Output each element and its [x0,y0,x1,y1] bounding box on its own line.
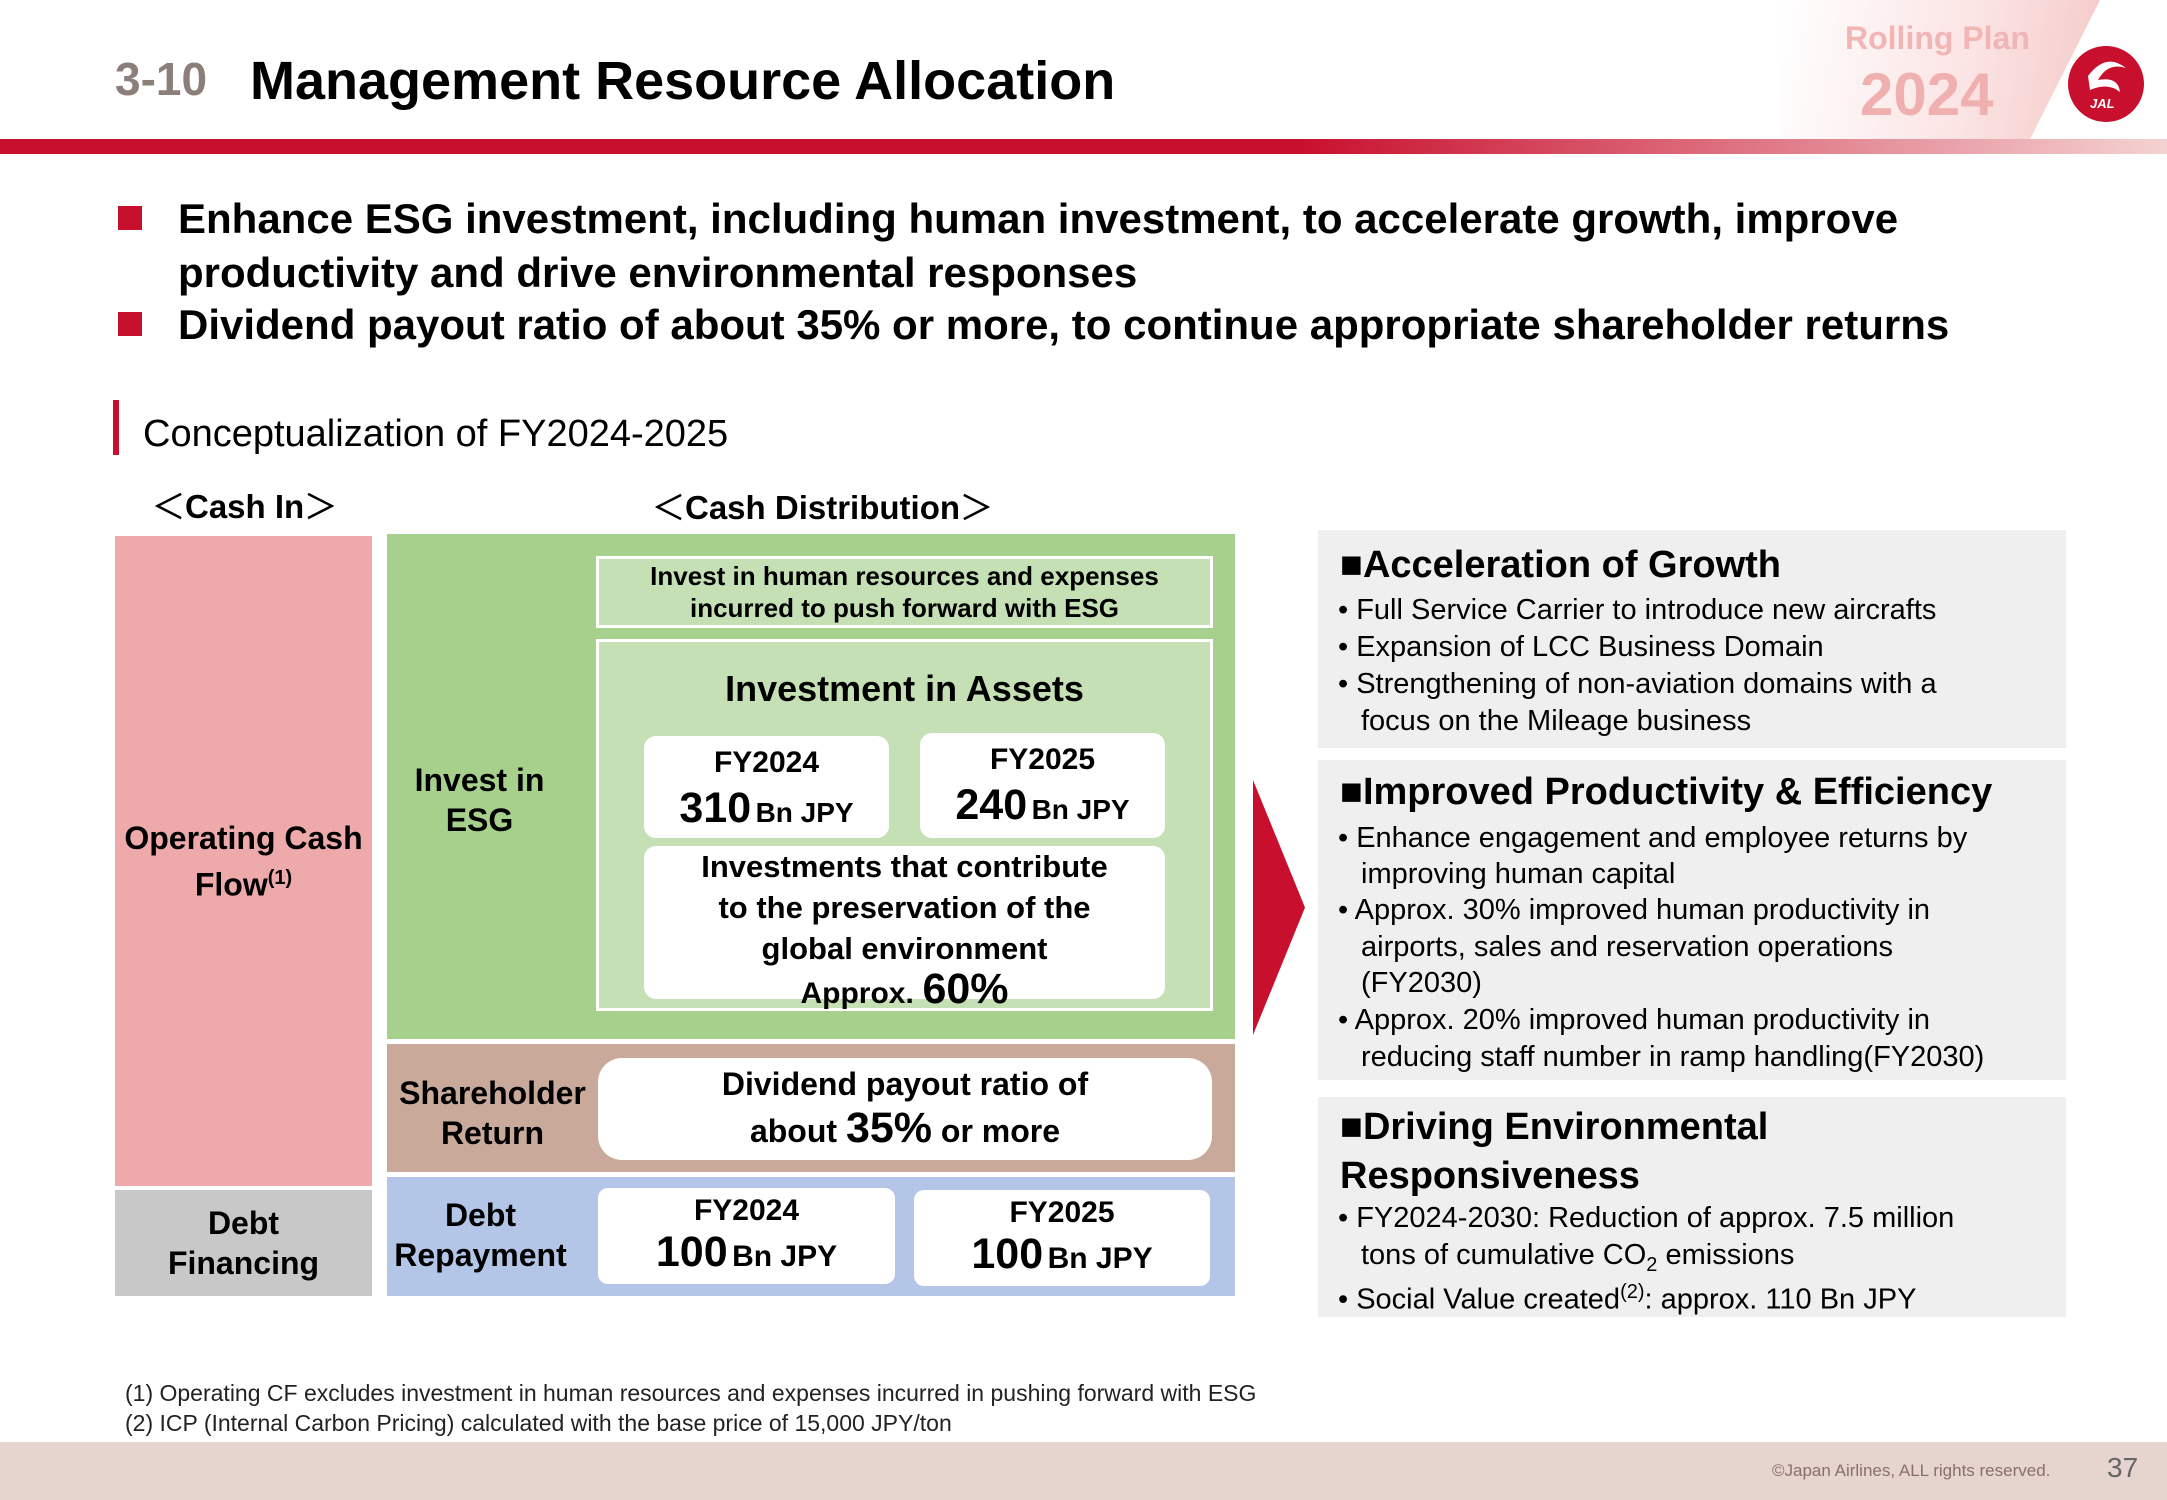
copyright-text: ©Japan Airlines, ALL rights reserved. [1772,1461,2051,1480]
shareholder-return-label [390,1070,595,1156]
dividend-about: about [749,1113,838,1149]
growth-item-3b: focus on the Mileage business [1361,705,1752,737]
assets-fy2024-label: FY2024 [713,746,820,779]
environment-item-2: • Social Value created$^{(2)}$: approx. 110 Bn JPY [1338,1281,1917,1316]
env-approx: Approx. [800,977,914,1010]
productivity-title: ■Improved Productivity & Efficiency [1340,771,1993,813]
title-underline [0,139,2167,154]
operating-cash-flow-block [115,536,372,1186]
bullet-1-line2: productivity and drive environmental responses [178,249,1138,296]
section-marker [113,400,119,455]
debt-fy2024-value: 100 [655,1228,728,1276]
productivity-item-3: • Approx. 20% improved human productivity in [1338,1004,1931,1036]
rolling-plan-label: Rolling Plan [1845,20,2030,56]
cash-in-header: ＜Cash In＞ [152,488,338,525]
growth-item-3: • Strengthening of non-aviation domains with a [1338,668,1937,700]
bullet-1-line1: Enhance ESG investment, including human investment, to accelerate growth, improve [178,195,1899,242]
productivity-item-2: • Approx. 30% improved human productivity in [1338,894,1931,926]
section-number: 3-10 [115,53,208,105]
growth-item-2: • Expansion of LCC Business Domain [1338,631,1824,663]
footnote-1: (1) Operating CF excludes investment in human resources and expenses incurred in pushing forward with ESG [125,1380,1257,1406]
page-number: 37 [2107,1452,2139,1483]
dividend-more: or more [940,1113,1061,1149]
debt-financing-line1: Debt [207,1205,280,1241]
environment-investment-box [644,846,1165,1013]
environment-item-1: • FY2024-2030: Reduction of approx. 7.5 million [1338,1202,1955,1234]
esg-label-line2: ESG [445,802,514,838]
footnote-2: (2) ICP (Internal Carbon Pricing) calculated with the base price of 15,000 JPY/ton [125,1410,952,1436]
human-resources-box [596,556,1213,628]
operating-cf-note: (1) [267,866,293,889]
human-line1: Invest in human resources and expenses [650,561,1159,591]
dividend-line1: Dividend payout ratio of [721,1066,1089,1102]
productivity-item-1: • Enhance engagement and employee returns by [1338,822,1968,854]
debt-fy2025-box [914,1190,1210,1286]
dividend-percentage: 35% [845,1104,933,1152]
debt-fy2024-label: FY2024 [693,1194,800,1227]
bullet-icon [118,206,142,230]
debt-fy2025-value: 100 [971,1230,1044,1278]
productivity-item-1b: improving human capital [1361,858,1676,890]
productivity-item-3b: reducing staff number in ramp handling(FY2030) [1361,1041,1985,1073]
sh-label-line1: Shareholder [399,1075,586,1111]
debt-financing-line2: Financing [167,1245,320,1281]
productivity-item-2c: (FY2030) [1361,967,1482,999]
operating-cf-label-line2: Flow$^{(1)}$ [194,866,293,903]
bullet-icon [118,312,142,336]
environment-item-1b: tons of cumulative $CO_2$ emissions [1361,1239,1795,1276]
env-percentage: 60% [922,965,1009,1013]
debt-label-line2: Repayment [394,1237,567,1273]
esg-label-line1: Invest in [414,762,545,798]
assets-fy2025-label: FY2025 [989,743,1096,776]
assets-fy2025-unit: Bn JPY [1031,794,1130,825]
debt-financing-block [115,1190,372,1296]
debt-fy2024-unit: Bn JPY [732,1240,838,1273]
section-title: Conceptualization of FY2024-2025 [143,413,729,455]
dividend-box [598,1058,1212,1160]
human-line2: incurred to push forward with ESG [689,593,1120,623]
debt-fy2025-unit: Bn JPY [1047,1242,1153,1275]
jal-logo-text: JAL [2090,96,2115,111]
arrow-right-icon [1253,780,1305,1035]
env-line2: to the preservation of the [718,890,1091,925]
debt-repayment-label [387,1192,574,1278]
env-line1: Investments that contribute [701,849,1108,884]
invest-in-esg-label [392,755,567,845]
assets-fy2025-value: 240 [955,781,1028,829]
debt-label-line1: Debt [444,1197,517,1233]
growth-item-1: • Full Service Carrier to introduce new aircrafts [1338,594,1937,626]
rolling-plan-year: 2024 [1860,61,1994,128]
debt-fy2024-box [598,1188,895,1284]
cash-distribution-header: ＜Cash Distribution＞ [652,489,994,526]
env-line3: global environment [761,931,1048,966]
sh-label-line2: Return [440,1115,545,1151]
debt-fy2025-label: FY2025 [1009,1196,1115,1229]
assets-fy2025-box [920,733,1165,838]
environment-title-line1: ■Driving Environmental [1340,1106,1769,1148]
environment-title-line2: Responsiveness [1340,1155,1640,1197]
page-title: Management Resource Allocation [250,51,1116,111]
assets-title: Investment in Assets [725,668,1084,709]
assets-fy2024-box [644,736,889,838]
assets-fy2024-unit: Bn JPY [755,797,854,828]
productivity-item-2b: airports, sales and reservation operations [1361,931,1893,963]
operating-cf-label-line1: Operating Cash [124,819,363,856]
bullet-2-line1: Dividend payout ratio of about 35% or more, to continue appropriate shareholder returns [178,301,1950,348]
assets-fy2024-value: 310 [679,784,752,832]
growth-title: ■Acceleration of Growth [1340,544,1782,586]
